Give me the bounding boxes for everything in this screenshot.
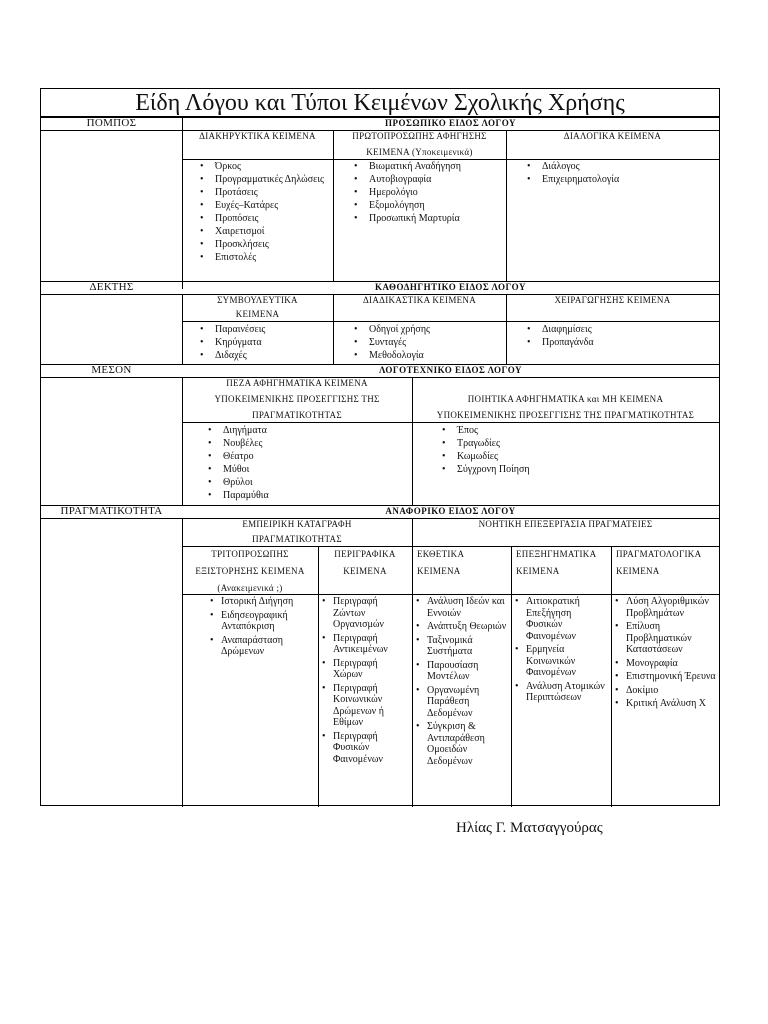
list-item: • Ιστορική Διήγηση — [209, 596, 321, 608]
list-item: • Ανάλυση Ιδεών και Εννοιών — [415, 596, 507, 619]
column-title: ΠΕΡΙΓΡΑΦΙΚΑ — [334, 549, 396, 559]
sender-label: ΜΕΣΟΝ — [91, 364, 132, 376]
column-title: ΣΥΜΒΟΥΛΕΥΤΙΚΑ — [217, 295, 298, 305]
rule — [412, 518, 413, 807]
list-item: • Περιγραφή Φυσικών Φαινομένων — [321, 731, 409, 766]
column-title: ΤΡΙΤΟΠΡΟΣΩΠΗΣ — [211, 549, 289, 559]
list-item: • Οργανωμένη Παράθεση Δεδομένων — [415, 685, 507, 720]
column-title: ΕΞΙΣΤΟΡΗΣΗΣ ΚΕΙΜΕΝΑ — [195, 566, 305, 576]
list-item: • Περιγραφή Χώρων — [321, 658, 409, 681]
list-item: • Προγραμματικές Δηλώσεις — [197, 173, 331, 186]
list-item: • Ευχές–Κατάρες — [197, 199, 331, 212]
list-item: • Ερμηνεία Κοινωνικών Φαινομένων — [514, 644, 608, 679]
column-title: ΥΠΟΚΕΙΜΕΝΙΚΗΣ ΠΡΟΣΕΓΓΙΣΗΣ ΤΗΣ ΠΡΑΓΜΑΤΙΚΟΤΗΤΑΣ — [436, 410, 695, 420]
list-item: • Επίλυση Προβληματικών Καταστάσεων — [614, 621, 717, 656]
rule — [182, 546, 719, 547]
list-item: • Μύθοι — [205, 463, 405, 476]
list-item: • Οδηγοί χρήσης — [351, 323, 506, 336]
column-title: ΚΕΙΜΕΝΑ — [516, 566, 560, 576]
list-item: • Μονογραφία — [614, 658, 717, 670]
list-item: • Νουβέλες — [205, 437, 405, 450]
list-item: • Αναπαράσταση Δρώμενων — [209, 635, 321, 658]
list-item: • Επιστημονική Έρευνα — [614, 671, 717, 683]
rule — [611, 546, 612, 807]
bullet-list — [415, 596, 507, 769]
column-title: ΔΙΑΛΟΓΙΚΑ ΚΕΙΜΕΝΑ — [563, 131, 662, 141]
section-header: ΑΝΑΦΟΡΙΚΟ ΕΙΔΟΣ ΛΟΓΟΥ — [385, 506, 516, 516]
rule — [182, 518, 183, 807]
list-item: • Διάλογος — [524, 160, 714, 173]
document-table — [40, 88, 720, 806]
list-item: • Διδαχές — [197, 349, 331, 362]
list-item: • Επιστολές — [197, 251, 331, 264]
section-header: ΠΡΟΣΩΠΙΚΟ ΕΙΔΟΣ ΛΟΓΟΥ — [385, 118, 516, 128]
list-item: • Τραγωδίες — [439, 437, 709, 450]
list-item: • Προσκλήσεις — [197, 238, 331, 251]
rule — [182, 422, 719, 423]
list-item: • Παραινέσεις — [197, 323, 331, 336]
list-item: • Θέατρο — [205, 450, 405, 463]
list-item: • Θρύλοι — [205, 476, 405, 489]
list-item: • Μεθοδολογία — [351, 349, 506, 362]
bullet-list — [203, 596, 321, 660]
column-title: (Ανακειμενικά ;) — [217, 583, 283, 593]
bullet-list — [351, 160, 506, 225]
column-title: ΠΡΑΓΜΑΤΟΛΟΓΙΚΑ — [616, 549, 702, 559]
sender-label: ΠΟΜΠΟΣ — [86, 117, 137, 129]
list-item: • Ταξινομικά Συστήματα — [415, 635, 507, 658]
column-title: ΚΕΙΜΕΝΑ — [417, 566, 461, 576]
bullet-list — [524, 160, 714, 186]
rule — [182, 321, 719, 322]
list-item: • Εξομολόγηση — [351, 199, 506, 212]
column-title: ΠΟΙΗΤΙΚΑ ΑΦΗΓΗΜΑΤΙΚΑ και ΜΗ ΚΕΙΜΕΝΑ — [467, 394, 664, 404]
author-signature: Ηλίας Γ. Ματσαγγούρας — [456, 820, 603, 836]
list-item: • Σύγκριση & Αντιπαράθεση Ομοειδών Δεδομένων — [415, 721, 507, 767]
section-header: ΚΑΘΟΔΗΓΗΤΙΚΟ ΕΙΔΟΣ ΛΟΓΟΥ — [375, 282, 526, 292]
column-title: ΚΕΙΜΕΝΑ — [235, 309, 280, 319]
list-item: • Δοκίμιο — [614, 685, 717, 697]
bullet-list — [351, 323, 506, 362]
bullet-list — [197, 323, 331, 362]
list-item: • Χαιρετισμοί — [197, 225, 331, 238]
list-item: • Παραμύθια — [205, 489, 405, 502]
column-title: ΚΕΙΜΕΝΑ — [616, 566, 660, 576]
sender-label: ΠΡΑΓΜΑΤΙΚΟΤΗΤΑ — [60, 505, 163, 517]
list-item: • Περιγραφή Κοινωνικών Δρώμενων ή Εθίμων — [321, 683, 409, 729]
list-item: • Λύση Αλγοριθμικών Προβλημάτων — [614, 596, 717, 619]
list-item: • Περιγραφή Ζώντων Οργανισμών — [321, 596, 409, 631]
document-title: Είδη Λόγου και Τύποι Κειμένων Σχολικής Χρήσης — [41, 89, 719, 117]
list-item: • Αυτοβιογραφία — [351, 173, 506, 186]
column-title: ΚΕΙΜΕΝΑ — [343, 566, 387, 576]
list-item: • Ειδησεογραφική Ανταπόκριση — [209, 610, 321, 633]
list-item: • Προπαγάνδα — [524, 336, 714, 349]
list-item: • Ανάπτυξη Θεωριών — [415, 621, 507, 633]
list-item: • Κωμωδίες — [439, 450, 709, 463]
list-item: • Διηγήματα — [205, 424, 405, 437]
list-item: • Προπόσεις — [197, 212, 331, 225]
rule — [506, 130, 507, 281]
list-item: • Σύγχρονη Ποίηση — [439, 463, 709, 476]
bullet-list — [321, 596, 409, 767]
column-title: ΧΕΙΡΑΓΩΓΗΣΗΣ ΚΕΙΜΕΝΑ — [554, 295, 671, 305]
list-item: • Βιωματική Αναδήγηση — [351, 160, 506, 173]
column-title: ΠΡΩΤΟΠΡΟΣΩΠΗΣ ΑΦΗΓΗΣΗΣ — [352, 131, 487, 141]
section-header: ΛΟΓΟΤΕΧΝΙΚΟ ΕΙΔΟΣ ΛΟΓΟΥ — [378, 365, 523, 375]
list-item: • Διαφημίσεις — [524, 323, 714, 336]
bullet-list — [439, 424, 709, 476]
bullet-list — [524, 323, 714, 349]
rule — [318, 546, 319, 807]
list-item: • Συνταγές — [351, 336, 506, 349]
list-item: • Αιτιοκρατική Επεξήγηση Φυσικών Φαινομένων — [514, 596, 608, 642]
bullet-list — [197, 160, 331, 264]
list-item: • Προσωπική Μαρτυρία — [351, 212, 506, 225]
bullet-list — [205, 424, 405, 502]
column-title: ΔΙΑΚΗΡΥΚΤΙΚΑ ΚΕΙΜΕΝΑ — [199, 131, 316, 141]
column-title: ΚΕΙΜΕΝΑ (Υποκειμενικά) — [366, 147, 473, 157]
column-title: ΕΠΕΞΗΓΗΜΑΤΙΚΑ — [516, 549, 597, 559]
sender-label: ΔΕΚΤΗΣ — [89, 281, 134, 293]
column-title: ΕΚΘΕΤΙΚΑ — [417, 549, 465, 559]
column-title: ΠΕΖΑ ΑΦΗΓΗΜΑΤΙΚΑ ΚΕΙΜΕΝΑ — [226, 378, 368, 388]
bullet-list — [614, 596, 717, 712]
list-item: • Περιγραφή Αντικειμένων — [321, 633, 409, 656]
list-item: • Προτάσεις — [197, 186, 331, 199]
list-item: • Κριτική Ανάλυση Χ — [614, 698, 717, 710]
group-title: ΠΡΑΓΜΑΤΙΚΟΤΗΤΑΣ — [252, 534, 342, 544]
list-item: • Παρουσίαση Μοντέλων — [415, 660, 507, 683]
list-item: • Ημερολόγιο — [351, 186, 506, 199]
group-title: ΕΜΠΕΙΡΙΚΗ ΚΑΤΑΓΡΑΦΗ — [242, 519, 352, 529]
bullet-list — [514, 596, 608, 706]
column-title: ΠΡΑΓΜΑΤΙΚΟΤΗΤΑΣ — [252, 410, 342, 420]
column-title: ΔΙΑΔΙΚΑΣΤΙΚΑ ΚΕΙΜΕΝΑ — [362, 295, 477, 305]
group-title: ΝΟΗΤΙΚΗ ΕΠΕΞΕΡΓΑΣΙΑ ΠΡΑΓΜΑΤΕΙΕΣ — [478, 519, 653, 529]
list-item: • Έπος — [439, 424, 709, 437]
rule — [511, 546, 512, 807]
list-item: • Όρκος — [197, 160, 331, 173]
column-title: ΥΠΟΚΕΙΜΕΝΙΚΗΣ ΠΡΟΣΕΓΓΙΣΗΣ ΤΗΣ — [214, 394, 380, 404]
list-item: • Κηρύγματα — [197, 336, 331, 349]
list-item: • Ανάλυση Ατομικών Περιπτώσεων — [514, 681, 608, 704]
list-item: • Επιχειρηματολογία — [524, 173, 714, 186]
